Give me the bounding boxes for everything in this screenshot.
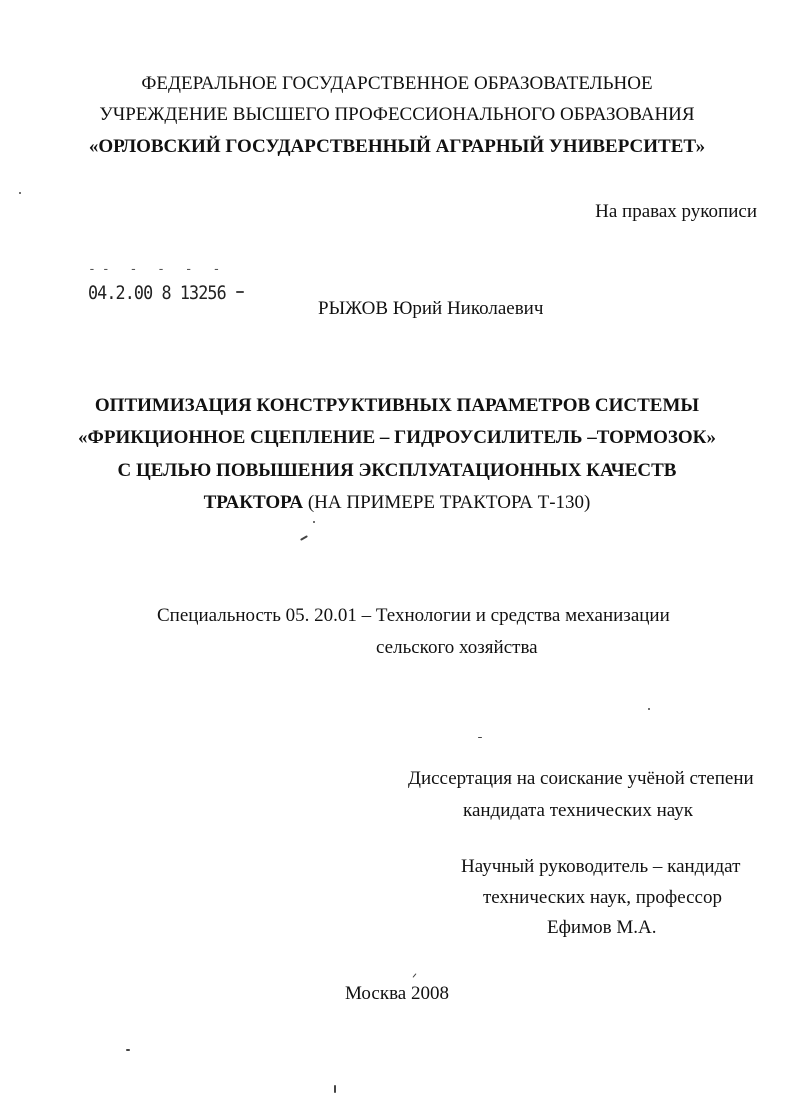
title-line-4	[0, 492, 794, 514]
manuscript-rights: На правах рукописи	[595, 201, 757, 222]
scan-speck	[19, 192, 21, 194]
city-year: Москва 2008	[345, 983, 449, 1004]
specialty-line-2: сельского хозяйства	[376, 637, 538, 658]
author-name: РЫЖОВ Юрий Николаевич	[318, 298, 544, 319]
supervisor-name: Ефимов М.А.	[547, 917, 657, 938]
library-stamp-code: 04.2.00 8 13256	[88, 282, 226, 304]
scan-speck	[648, 708, 650, 710]
scan-speck	[126, 1049, 130, 1051]
university-name: «ОРЛОВСКИЙ ГОСУДАРСТВЕННЫЙ АГРАРНЫЙ УНИВЕРСИТЕТ»	[88, 136, 706, 157]
scan-speck	[313, 521, 315, 523]
scan-speck	[478, 737, 482, 738]
scan-speck	[300, 535, 308, 541]
specialty-line-1: Специальность 05. 20.01 – Технологии и средства механизации	[157, 605, 670, 626]
scan-speck	[236, 291, 244, 293]
supervisor-line-2: технических наук, профессор	[483, 887, 722, 908]
stamp-dots: -- - - - -	[88, 262, 227, 277]
dissertation-line-2: кандидата технических наук	[463, 800, 693, 821]
scan-speck	[334, 1085, 336, 1093]
dissertation-line-1: Диссертация на соискание учёной степени	[408, 768, 754, 789]
title-line-1: ОПТИМИЗАЦИЯ КОНСТРУКТИВНЫХ ПАРАМЕТРОВ СИСТЕМЫ	[94, 395, 700, 416]
title-line-2: «ФРИКЦИОННОЕ СЦЕПЛЕНИЕ – ГИДРОУСИЛИТЕЛЬ –ТОРМОЗОК»	[78, 427, 716, 448]
header-line-1: ФЕДЕРАЛЬНОЕ ГОСУДАРСТВЕННОЕ ОБРАЗОВАТЕЛЬНОЕ	[141, 73, 653, 94]
supervisor-line-1: Научный руководитель – кандидат	[461, 856, 741, 877]
title-example: (НА ПРИМЕРЕ ТРАКТОРА Т-130)	[303, 492, 591, 513]
header-line-2: УЧРЕЖДЕНИЕ ВЫСШЕГО ПРОФЕССИОНАЛЬНОГО ОБРАЗОВАНИЯ	[99, 104, 695, 125]
title-line-3: С ЦЕЛЬЮ ПОВЫШЕНИЯ ЭКСПЛУАТАЦИОННЫХ КАЧЕСТВ	[117, 460, 677, 481]
title-tractor-word: ТРАКТОРА	[203, 492, 304, 513]
scan-speck	[413, 973, 417, 977]
